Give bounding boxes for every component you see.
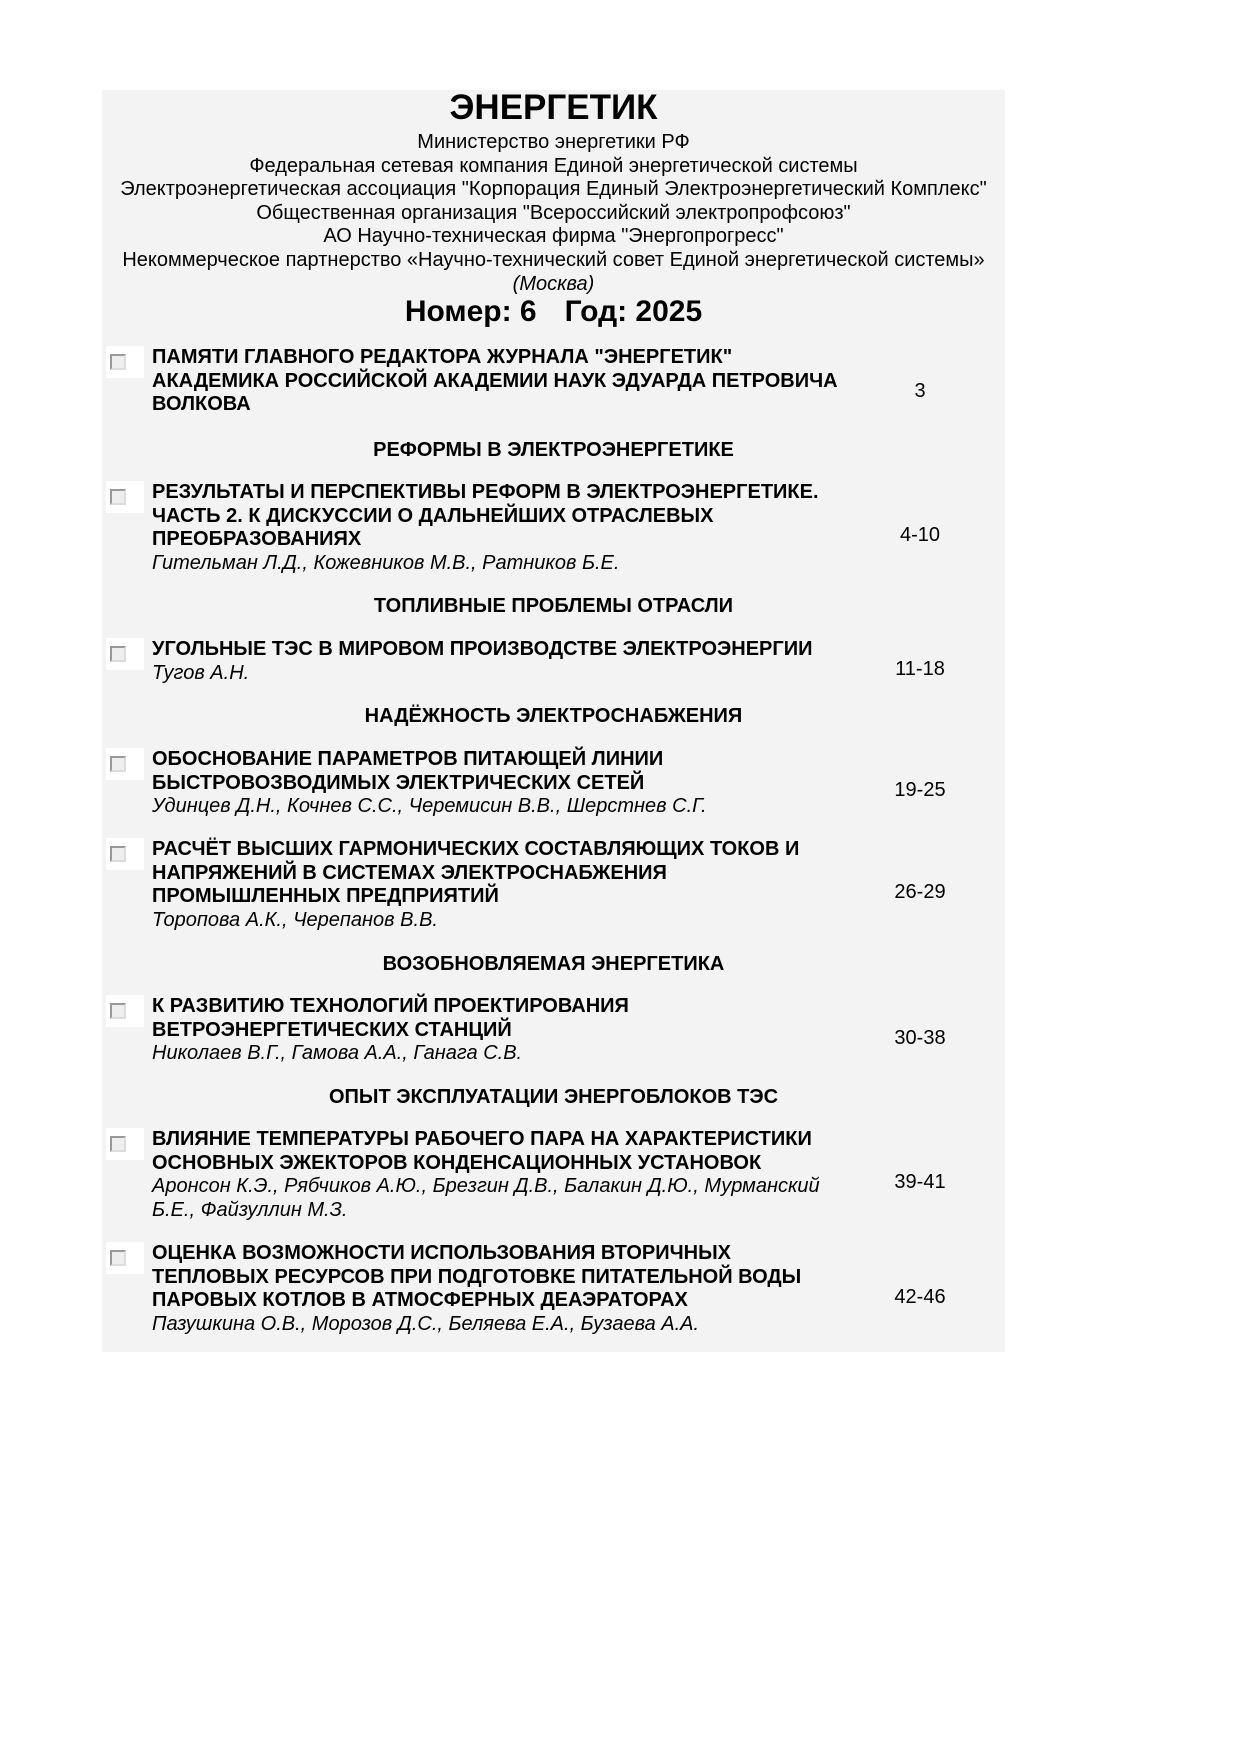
checkbox-icon: [110, 354, 126, 370]
section-heading: ВОЗОБНОВЛЯЕМАЯ ЭНЕРГЕТИКА: [382, 953, 725, 975]
journal-title: ЭНЕРГЕТИК: [449, 88, 658, 127]
article-title-link[interactable]: РЕЗУЛЬТАТЫ И ПЕРСПЕКТИВЫ РЕФОРМ В ЭЛЕКТРОЭНЕРГЕТИКЕ. ЧАСТЬ 2. К ДИСКУССИИ О ДАЛЬНЕЙШИХ ОТРАСЛЕВЫХ ПРЕОБРАЗОВАНИЯХ: [152, 481, 819, 551]
publisher: Электроэнергетическая ассоциация "Корпорация Единый Электроэнергетический Комплекс": [120, 178, 987, 201]
section-heading: РЕФОРМЫ В ЭЛЕКТРОЭНЕРГЕТИКЕ: [373, 439, 734, 461]
article-authors: Тугов А.Н.: [152, 661, 250, 684]
checkbox-icon: [110, 846, 126, 862]
article-authors: Николаев В.Г., Гамова А.А., Ганага С.В.: [152, 1042, 523, 1065]
article-pages: 19-25: [894, 779, 946, 801]
article-title-link[interactable]: ОБОСНОВАНИЕ ПАРАМЕТРОВ ПИТАЮЩЕЙ ЛИНИИ БЫСТРОВОЗВОДИМЫХ ЭЛЕКТРИЧЕСКИХ СЕТЕЙ: [152, 748, 664, 794]
issue-info: [102, 295, 1005, 329]
checkbox[interactable]: [106, 638, 144, 670]
publisher: Министерство энергетики РФ: [417, 131, 690, 153]
checkbox[interactable]: [106, 995, 144, 1027]
checkbox-icon: [110, 1003, 126, 1019]
article-authors: Гительман Л.Д., Кожевников М.В., Ратников Б.Е.: [152, 551, 620, 574]
checkbox-icon: [110, 646, 126, 662]
article-title-link[interactable]: К РАЗВИТИЮ ТЕХНОЛОГИЙ ПРОЕКТИРОВАНИЯ ВЕТРОЭНЕРГЕТИЧЕСКИХ СТАНЦИЙ: [152, 995, 629, 1041]
checkbox[interactable]: [106, 1242, 144, 1274]
publisher: АО Научно-техническая фирма "Энергопрогресс": [323, 225, 784, 248]
article-authors: Торопова А.К., Черепанов В.В.: [152, 908, 438, 931]
article-title-link[interactable]: РАСЧЁТ ВЫСШИХ ГАРМОНИЧЕСКИХ СОСТАВЛЯЮЩИХ ТОКОВ И НАПРЯЖЕНИЙ В СИСТЕМАХ ЭЛЕКТРОСНАБЖЕНИЯ ПРОМЫШЛЕННЫХ ПРЕДПРИЯТИЙ: [152, 838, 800, 908]
article-pages: 11-18: [895, 658, 945, 680]
article-pages: 3: [914, 380, 926, 402]
publishers: [102, 131, 1005, 296]
article-title-link[interactable]: ПАМЯТИ ГЛАВНОГО РЕДАКТОРА ЖУРНАЛА "ЭНЕРГЕТИК" АКАДЕМИКА РОССИЙСКОЙ АКАДЕМИИ НАУК ЭДУАРДА ПЕТРОВИЧА ВОЛКОВА: [152, 346, 838, 416]
checkbox[interactable]: [106, 748, 144, 780]
section-heading: ОПЫТ ЭКСПЛУАТАЦИИ ЭНЕРГОБЛОКОВ ТЭС: [328, 1086, 779, 1108]
article-title-link[interactable]: УГОЛЬНЫЕ ТЭС В МИРОВОМ ПРОИЗВОДСТВЕ ЭЛЕКТРОЭНЕРГИИ: [152, 638, 813, 660]
checkbox[interactable]: [106, 1128, 144, 1160]
article-authors: Аронсон К.Э., Рябчиков А.Ю., Брезгин Д.В., Балакин Д.Ю., Мурманский Б.Е., Файзуллин М.З.: [152, 1175, 820, 1221]
checkbox-icon: [110, 756, 126, 772]
publisher: Общественная организация "Всероссийский электропрофсоюз": [256, 201, 851, 224]
article-authors: Удинцев Д.Н., Кочнев С.С., Черемисин В.В., Шерстнев С.Г.: [152, 795, 707, 818]
checkbox[interactable]: [106, 346, 144, 378]
article-authors: Пазушкина О.В., Морозов Д.С., Беляева Е.А., Бузаева А.А.: [152, 1312, 700, 1335]
section-heading: ТОПЛИВНЫЕ ПРОБЛЕМЫ ОТРАСЛИ: [373, 595, 734, 617]
publisher: Федеральная сетевая компания Единой энергетической системы: [249, 154, 858, 177]
checkbox-icon: [110, 489, 126, 505]
checkbox-icon: [110, 1136, 126, 1152]
section-heading: НАДЁЖНОСТЬ ЭЛЕКТРОСНАБЖЕНИЯ: [364, 705, 743, 727]
article-pages: 42-46: [894, 1286, 946, 1308]
checkbox-icon: [110, 1250, 126, 1266]
checkbox[interactable]: [106, 838, 144, 870]
issue-number: Номер: 6: [404, 295, 537, 328]
issue-year: Год: 2025: [564, 295, 703, 328]
article-pages: 39-41: [894, 1171, 946, 1193]
article-pages: 26-29: [894, 881, 946, 903]
article-title-link[interactable]: ОЦЕНКА ВОЗМОЖНОСТИ ИСПОЛЬЗОВАНИЯ ВТОРИЧНЫХ ТЕПЛОВЫХ РЕСУРСОВ ПРИ ПОДГОТОВКЕ ПИТАТЕЛЬНОЙ ВОДЫ ПАРОВЫХ КОТЛОВ В АТМОСФЕРНЫХ ДЕАЭРАТОРАХ: [152, 1242, 802, 1312]
checkbox[interactable]: [106, 481, 144, 513]
publisher: Некоммерческое партнерство «Научно-технический совет Единой энергетической системы»: [122, 248, 985, 271]
article-title-link[interactable]: ВЛИЯНИЕ ТЕМПЕРАТУРЫ РАБОЧЕГО ПАРА НА ХАРАКТЕРИСТИКИ ОСНОВНЫХ ЭЖЕКТОРОВ КОНДЕНСАЦИОННЫХ УСТАНОВОК: [152, 1128, 812, 1174]
article-pages: 4-10: [899, 524, 941, 546]
city: (Москва): [512, 272, 595, 295]
article-pages: 30-38: [894, 1027, 946, 1049]
